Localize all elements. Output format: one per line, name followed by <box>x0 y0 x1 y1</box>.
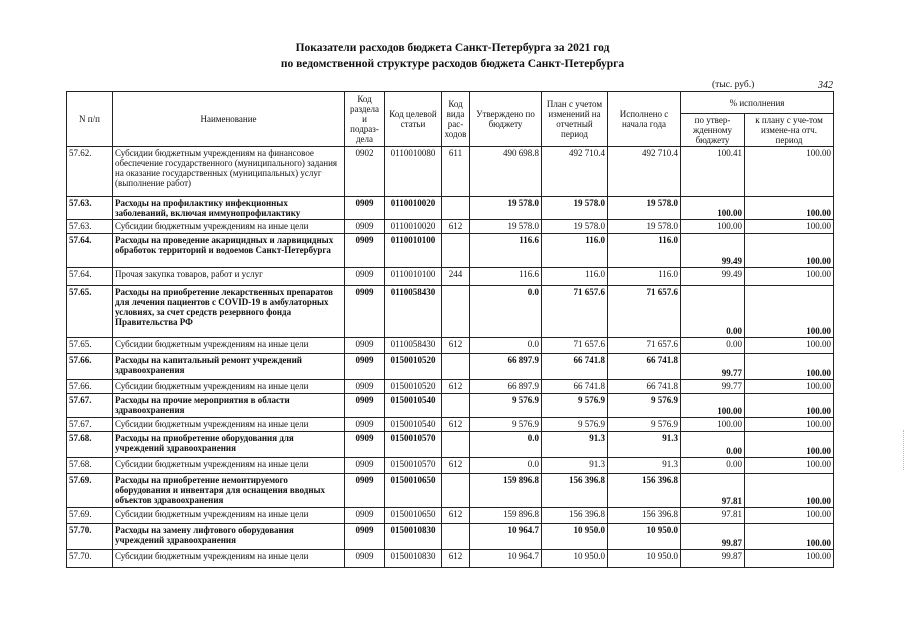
cell-approved: 9 576.9 <box>470 394 542 418</box>
cell-row-number: 57.69. <box>67 474 113 508</box>
cell-executed: 19 578.0 <box>608 220 681 234</box>
cell-plan: 9 576.9 <box>542 394 608 418</box>
cell-pct-plan: 100.00 <box>745 268 834 286</box>
cell-row-number: 57.67. <box>67 418 113 432</box>
table-row <box>67 550 834 568</box>
cell-row-number: 57.63. <box>67 220 113 234</box>
header-plan: План с учетом изменений на отчетный период <box>542 92 608 147</box>
cell-pct-plan: 100.00 <box>745 432 834 458</box>
cell-plan: 91.3 <box>542 432 608 458</box>
cell-executed: 156 396.8 <box>608 474 681 508</box>
header-name: Наименование <box>113 92 345 147</box>
cell-target-code: 0150010650 <box>385 508 442 524</box>
cell-approved: 159 896.8 <box>470 508 542 524</box>
table-row <box>67 220 834 234</box>
cell-approved: 19 578.0 <box>470 197 542 220</box>
cell-pct-plan: 100.00 <box>745 508 834 524</box>
header-approved: Утверждено по бюджету <box>470 92 542 147</box>
cell-approved: 116.6 <box>470 268 542 286</box>
cell-expense-type-code: 612 <box>442 550 470 568</box>
cell-target-code: 0110058430 <box>385 286 442 338</box>
table-row <box>67 432 834 458</box>
cell-row-number: 57.65. <box>67 338 113 354</box>
table-row <box>67 474 834 508</box>
cell-approved: 0.0 <box>470 432 542 458</box>
cell-target-code: 0150010650 <box>385 474 442 508</box>
cell-expense-type-code: 612 <box>442 418 470 432</box>
cell-section-code: 0902 <box>345 147 385 197</box>
document-title: Показатели расходов бюджета Санкт-Петербурга за 2021 год <box>295 42 610 54</box>
cell-pct-plan: 100.00 <box>745 550 834 568</box>
cell-target-code: 0150010540 <box>385 418 442 432</box>
cell-target-code: 0150010830 <box>385 524 442 550</box>
cell-target-code: 0110010020 <box>385 220 442 234</box>
cell-section-code: 0909 <box>345 220 385 234</box>
cell-target-code: 0110058430 <box>385 338 442 354</box>
cell-row-number: 57.69. <box>67 508 113 524</box>
cell-expense-type-code <box>442 474 470 508</box>
header-executed: Исполнено с начала года <box>608 92 681 147</box>
header-pct-approved: по утвер-жденному бюджету <box>681 114 745 147</box>
cell-section-code: 0909 <box>345 286 385 338</box>
cell-pct-approved: 100.41 <box>681 147 745 197</box>
cell-expense-type-code: 612 <box>442 380 470 394</box>
cell-executed: 9 576.9 <box>608 394 681 418</box>
cell-approved: 66 897.9 <box>470 380 542 394</box>
cell-plan: 116.0 <box>542 268 608 286</box>
cell-section-code: 0909 <box>345 508 385 524</box>
cell-approved: 116.6 <box>470 234 542 268</box>
cell-name: Субсидии бюджетным учреждениям на иные цели <box>113 418 345 432</box>
cell-executed: 19 578.0 <box>608 197 681 220</box>
table-row <box>67 354 834 380</box>
cell-row-number: 57.66. <box>67 380 113 394</box>
cell-approved: 9 576.9 <box>470 418 542 432</box>
cell-executed: 10 950.0 <box>608 524 681 550</box>
cell-target-code: 0150010570 <box>385 432 442 458</box>
cell-pct-approved: 97.81 <box>681 474 745 508</box>
cell-expense-type-code <box>442 354 470 380</box>
cell-executed: 9 576.9 <box>608 418 681 432</box>
cell-pct-plan: 100.00 <box>745 524 834 550</box>
cell-approved: 159 896.8 <box>470 474 542 508</box>
cell-section-code: 0909 <box>345 394 385 418</box>
cell-plan: 492 710.4 <box>542 147 608 197</box>
cell-executed: 492 710.4 <box>608 147 681 197</box>
cell-section-code: 0909 <box>345 197 385 220</box>
cell-pct-approved: 99.77 <box>681 354 745 380</box>
cell-approved: 490 698.8 <box>470 147 542 197</box>
cell-row-number: 57.64. <box>67 268 113 286</box>
cell-section-code: 0909 <box>345 458 385 474</box>
cell-pct-plan: 100.00 <box>745 234 834 268</box>
table-row <box>67 524 834 550</box>
cell-pct-plan: 100.00 <box>745 474 834 508</box>
cell-row-number: 57.68. <box>67 432 113 458</box>
cell-pct-plan: 100.00 <box>745 418 834 432</box>
cell-name: Субсидии бюджетным учреждениям на иные цели <box>113 338 345 354</box>
header-section-code: Код раздела и подраз-дела <box>345 92 385 147</box>
cell-target-code: 0110010100 <box>385 268 442 286</box>
cell-target-code: 0150010520 <box>385 354 442 380</box>
header-pct-plan: к плану с уче-том измене-на отч. период <box>745 114 834 147</box>
cell-executed: 66 741.8 <box>608 354 681 380</box>
cell-row-number: 57.68. <box>67 458 113 474</box>
cell-pct-plan: 100.00 <box>745 354 834 380</box>
cell-name: Субсидии бюджетным учреждениям на иные цели <box>113 380 345 394</box>
table-row <box>67 458 834 474</box>
units-label: (тыс. руб.) <box>712 80 755 90</box>
page-number: 342 <box>818 80 833 91</box>
budget-table <box>66 91 834 568</box>
table-row <box>67 508 834 524</box>
cell-expense-type-code: 612 <box>442 220 470 234</box>
cell-pct-plan: 100.00 <box>745 380 834 394</box>
cell-plan: 156 396.8 <box>542 508 608 524</box>
cell-expense-type-code: 244 <box>442 268 470 286</box>
header-expense-type-code: Код вида рас-ходов <box>442 92 470 147</box>
document-subtitle: по ведомственной структуре расходов бюджета Санкт-Петербурга <box>280 58 625 70</box>
cell-name: Субсидии бюджетным учреждениям на иные цели <box>113 220 345 234</box>
header-percent-execution: % исполнения <box>681 92 834 114</box>
cell-pct-plan: 100.00 <box>745 286 834 338</box>
cell-executed: 116.0 <box>608 234 681 268</box>
cell-expense-type-code <box>442 234 470 268</box>
cell-row-number: 57.64. <box>67 234 113 268</box>
table-row <box>67 286 834 338</box>
cell-expense-type-code: 612 <box>442 338 470 354</box>
cell-plan: 10 950.0 <box>542 550 608 568</box>
cell-name: Субсидии бюджетным учреждениям на финансовое обеспечение государственного (муниципального) задания на оказание государственных (муниципальных) услуг (выполнение работ) <box>113 147 345 197</box>
cell-expense-type-code <box>442 286 470 338</box>
cell-pct-approved: 0.00 <box>681 432 745 458</box>
cell-row-number: 57.70. <box>67 550 113 568</box>
cell-approved: 0.0 <box>470 286 542 338</box>
cell-plan: 19 578.0 <box>542 220 608 234</box>
header-target-code: Код целевой статьи <box>385 92 442 147</box>
cell-pct-plan: 100.00 <box>745 394 834 418</box>
cell-pct-plan: 100.00 <box>745 338 834 354</box>
cell-approved: 10 964.7 <box>470 524 542 550</box>
table-row <box>67 338 834 354</box>
table-row <box>67 234 834 268</box>
cell-pct-approved: 100.00 <box>681 197 745 220</box>
cell-executed: 66 741.8 <box>608 380 681 394</box>
cell-section-code: 0909 <box>345 338 385 354</box>
cell-pct-approved: 0.00 <box>681 458 745 474</box>
cell-executed: 116.0 <box>608 268 681 286</box>
cell-target-code: 0110010020 <box>385 197 442 220</box>
cell-section-code: 0909 <box>345 380 385 394</box>
cell-row-number: 57.62. <box>67 147 113 197</box>
cell-target-code: 0150010520 <box>385 380 442 394</box>
cell-plan: 156 396.8 <box>542 474 608 508</box>
cell-executed: 71 657.6 <box>608 338 681 354</box>
cell-plan: 116.0 <box>542 234 608 268</box>
cell-approved: 66 897.9 <box>470 354 542 380</box>
cell-name: Субсидии бюджетным учреждениям на иные цели <box>113 458 345 474</box>
cell-section-code: 0909 <box>345 268 385 286</box>
cell-section-code: 0909 <box>345 524 385 550</box>
cell-target-code: 0150010830 <box>385 550 442 568</box>
cell-plan: 71 657.6 <box>542 286 608 338</box>
cell-name: Расходы на прочие мероприятия в области здравоохранения <box>113 394 345 418</box>
cell-pct-approved: 100.00 <box>681 220 745 234</box>
cell-section-code: 0909 <box>345 354 385 380</box>
cell-pct-approved: 99.49 <box>681 268 745 286</box>
cell-approved: 10 964.7 <box>470 550 542 568</box>
cell-approved: 0.0 <box>470 458 542 474</box>
cell-row-number: 57.63. <box>67 197 113 220</box>
cell-pct-approved: 0.00 <box>681 338 745 354</box>
header-row <box>67 92 834 114</box>
cell-section-code: 0909 <box>345 550 385 568</box>
cell-row-number: 57.65. <box>67 286 113 338</box>
cell-pct-approved: 99.87 <box>681 524 745 550</box>
cell-pct-plan: 100.00 <box>745 458 834 474</box>
cell-section-code: 0909 <box>345 234 385 268</box>
cell-pct-plan: 100.00 <box>745 197 834 220</box>
cell-target-code: 0110010080 <box>385 147 442 197</box>
cell-plan: 10 950.0 <box>542 524 608 550</box>
cell-expense-type-code <box>442 524 470 550</box>
cell-name: Расходы на капитальный ремонт учреждений здравоохранения <box>113 354 345 380</box>
cell-section-code: 0909 <box>345 418 385 432</box>
cell-name: Расходы на приобретение оборудования для учреждений здравоохранения <box>113 432 345 458</box>
cell-name: Расходы на приобретение лекарственных препаратов для лечения пациентов с COVID-19 в амбулаторных условиях, за счет средств резервного фонда Правительства РФ <box>113 286 345 338</box>
cell-plan: 9 576.9 <box>542 418 608 432</box>
cell-name: Субсидии бюджетным учреждениям на иные цели <box>113 550 345 568</box>
cell-executed: 10 950.0 <box>608 550 681 568</box>
cell-plan: 71 657.6 <box>542 338 608 354</box>
cell-pct-approved: 100.00 <box>681 418 745 432</box>
cell-pct-approved: 99.49 <box>681 234 745 268</box>
cell-expense-type-code <box>442 432 470 458</box>
cell-name: Расходы на замену лифтового оборудования учреждений здравоохранения <box>113 524 345 550</box>
table-row <box>67 418 834 432</box>
cell-pct-approved: 99.87 <box>681 550 745 568</box>
cell-target-code: 0150010540 <box>385 394 442 418</box>
cell-executed: 91.3 <box>608 458 681 474</box>
cell-pct-approved: 0.00 <box>681 286 745 338</box>
cell-expense-type-code: 611 <box>442 147 470 197</box>
cell-plan: 66 741.8 <box>542 380 608 394</box>
cell-executed: 71 657.6 <box>608 286 681 338</box>
cell-row-number: 57.66. <box>67 354 113 380</box>
cell-expense-type-code <box>442 197 470 220</box>
cell-section-code: 0909 <box>345 432 385 458</box>
table-row <box>67 197 834 220</box>
table-row <box>67 268 834 286</box>
cell-pct-approved: 99.77 <box>681 380 745 394</box>
cell-expense-type-code: 612 <box>442 508 470 524</box>
cell-target-code: 0110010100 <box>385 234 442 268</box>
cell-executed: 91.3 <box>608 432 681 458</box>
cell-row-number: 57.70. <box>67 524 113 550</box>
cell-pct-approved: 100.00 <box>681 394 745 418</box>
header-num: N п/п <box>67 92 113 147</box>
cell-pct-plan: 100.00 <box>745 220 834 234</box>
cell-expense-type-code <box>442 394 470 418</box>
table-row <box>67 394 834 418</box>
table-row <box>67 147 834 197</box>
cell-section-code: 0909 <box>345 474 385 508</box>
table-row <box>67 380 834 394</box>
cell-expense-type-code: 612 <box>442 458 470 474</box>
cell-target-code: 0150010570 <box>385 458 442 474</box>
cell-name: Расходы на проведение акарицидных и ларвицидных обработок территорий и водоемов Санкт-Петербурга <box>113 234 345 268</box>
cell-name: Субсидии бюджетным учреждениям на иные цели <box>113 508 345 524</box>
cell-pct-plan: 100.00 <box>745 147 834 197</box>
cell-approved: 0.0 <box>470 338 542 354</box>
cell-approved: 19 578.0 <box>470 220 542 234</box>
cell-name: Прочая закупка товаров, работ и услуг <box>113 268 345 286</box>
cell-plan: 91.3 <box>542 458 608 474</box>
cell-row-number: 57.67. <box>67 394 113 418</box>
cell-pct-approved: 97.81 <box>681 508 745 524</box>
cell-name: Расходы на приобретение немонтируемого оборудования и инвентаря для оснащения вводных объектов здравоохранения <box>113 474 345 508</box>
cell-plan: 66 741.8 <box>542 354 608 380</box>
cell-name: Расходы на профилактику инфекционных заболеваний, включая иммунопрофилактику <box>113 197 345 220</box>
cell-executed: 156 396.8 <box>608 508 681 524</box>
cell-plan: 19 578.0 <box>542 197 608 220</box>
